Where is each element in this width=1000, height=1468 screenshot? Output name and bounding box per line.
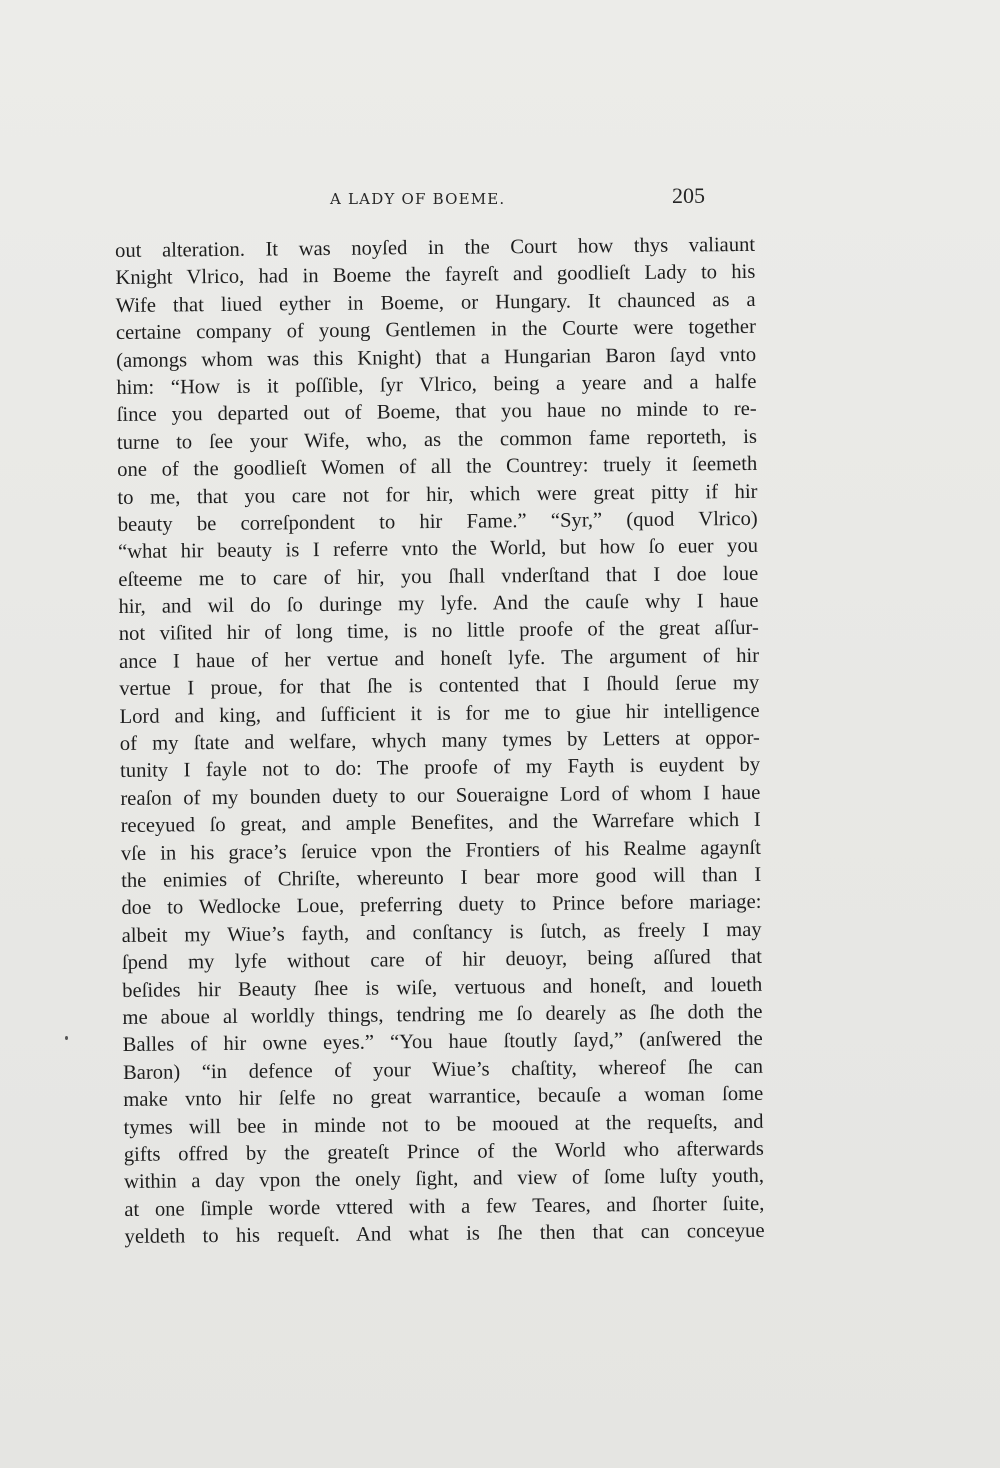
text-line: Balles of hir owne eyes.” “You haue ſtoutly ſayd,” (anſwered the [122,1028,763,1057]
text-line: make vnto hir ſelfe no great warrantice, becauſe a woman ſome [123,1082,764,1112]
text-line: gifts offred by the greateſt Prince of the World who afterwards [123,1137,764,1166]
text-line: at one ſimple worde vttered with a few Teares, and ſhorter ſuite, [124,1192,765,1221]
text-line: ſince you departed out of Boeme, that you haue no minde to re- [116,398,757,427]
text-line: albeit my Wiue’s fayth, and conſtancy is ſutch, as freely I may [121,918,762,947]
text-line: not viſited hir of long time, is no little proofe of the great aſſur- [118,617,759,646]
text-line: tymes will bee in minde not to be mooued at the requeſts, and [123,1110,764,1139]
text-line: him: “How is it poſſible, ſyr Vlrico, being a yeare and a halfe [116,370,757,399]
text-line: hir, and wil do ſo duringe my lyfe. And the cauſe why I haue [118,589,759,619]
margin-speck [65,1036,68,1040]
text-line: eſteeme me to care of hir, you ſhall vnderſtand that I doe loue [118,562,759,591]
text-line: beſides hir Beauty ſhee is wiſe, vertuous and honeſt, and loueth [122,973,763,1002]
running-title: A LADY OF BOEME. [330,190,506,208]
text-line: vertue I proue, for that ſhe is contented that I ſhould ſerue my [119,672,760,701]
body-text [115,232,765,1252]
text-line: within a day vpon the onely ſight, and view of ſome luſty youth, [123,1165,765,1194]
text-line: “what hir beauty is I referre vnto the World, but how ſo euer you [117,535,759,564]
text-line: vſe in his grace’s ſeruice vpon the Frontiers of his Realme agaynſt [120,836,761,865]
text-line: certaine company of young Gentlemen in the Courte were together [115,316,756,345]
text-line: the enimies of Chriſte, whereunto I bear more good will than I [121,863,762,892]
text-line: to me, that you care not for hir, which were great pitty if hir [117,480,758,509]
text-line: turne to ſee your Wife, who, as the common fame reporteth, is [116,425,758,454]
text-line: beauty be correſpondent to hir Fame.” “Syr,” (quod Vlrico) [117,507,758,536]
text-line: doe to Wedlocke Loue, preferring duety to Prince before mariage: [121,891,762,920]
text-line: ance I haue of her vertue and honeſt lyfe. The argument of hir [118,644,760,673]
text-line: Knight Vlrico, had in Boeme the fayreſt and goodlieſt Lady to his [115,261,756,290]
text-line: receyued ſo great, and ample Benefites, and the Warrefare which I [120,809,761,838]
text-line: tunity I fayle not to do: The proofe of my Fayth is euydent by [120,754,761,783]
text-line: of my ſtate and welfare, whych many tymes by Letters at oppor- [119,726,760,756]
text-line: reaſon of my bounden duety to our Soueraigne Lord of whom I haue [120,781,761,810]
text-line: ſpend my lyfe without care of hir deuoyr, being aſſured that [121,945,763,975]
text-line: yeldeth to his requeſt. And what is ſhe then that can conceyue [124,1219,765,1249]
page-number: 205 [672,183,705,208]
text-line: Wife that liued eyther in Boeme, or Hungary. It chaunced as a [115,288,756,317]
text-line: one of the goodlieſt Women of all the Countrey: truely it ſeemeth [117,452,758,482]
text-line: Lord and king, and ſufficient it is for me to giue hir intelligence [119,699,760,728]
text-line: out alteration. It was noyſed in the Court how thys valiaunt [115,233,756,262]
text-line: me aboue al worldly things, tendring me ſo dearely as ſhe doth the [122,1000,763,1029]
text-line: Baron) “in defence of your Wiue’s chaſtity, whereof ſhe can [122,1055,764,1084]
text-line: (amongs whom was this Knight) that a Hungarian Baron ſayd vnto [116,343,757,372]
